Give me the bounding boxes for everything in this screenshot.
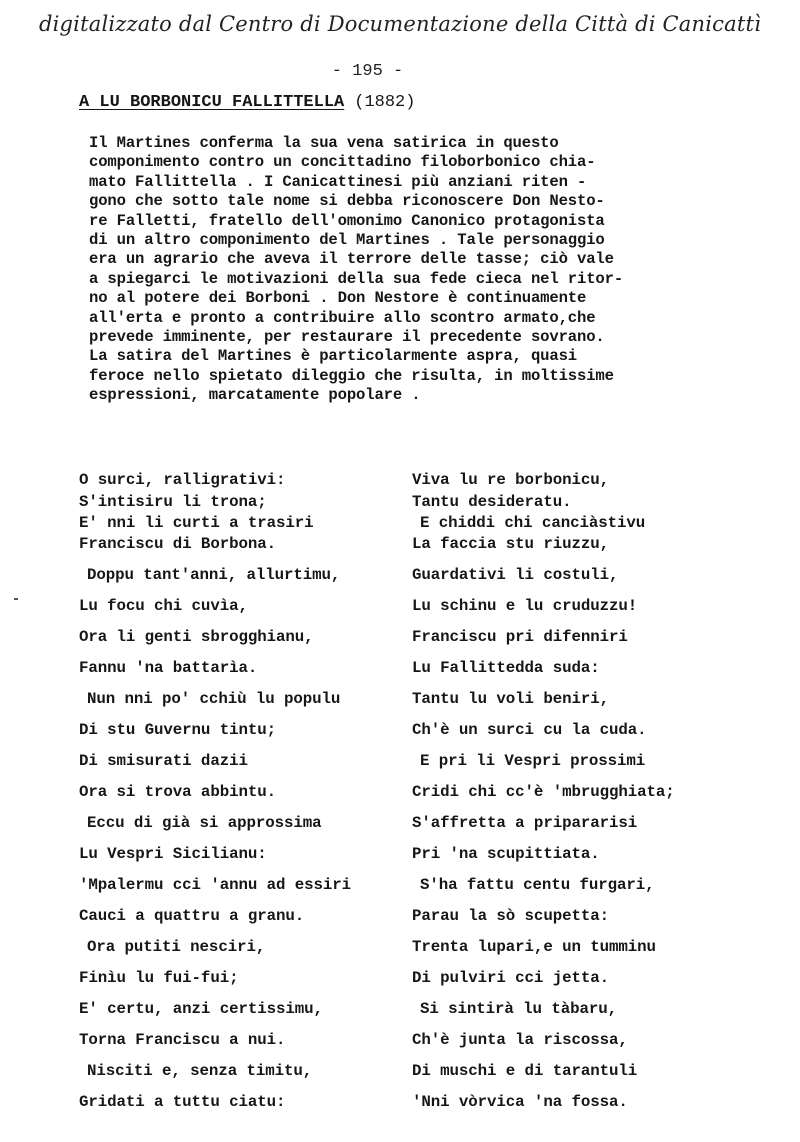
verse-line: S'intisiru li trona; bbox=[79, 493, 267, 511]
intro-line: re Falletti, fratello dell'omonimo Canonico protagonista bbox=[89, 211, 605, 230]
verse-line: Ora putiti nesciri, bbox=[87, 938, 266, 956]
digitization-watermark: digitalizzato dal Centro di Documentazione della Città di Canicattì bbox=[38, 12, 762, 36]
intro-line: era un agrario che aveva il terrore delle tasse; ciò vale bbox=[89, 250, 614, 269]
verse-line: Di stu Guvernu tintu; bbox=[79, 721, 276, 739]
verse-line: E' nni li curti a trasiri bbox=[79, 514, 314, 532]
verse-line: Eccu di già si approssima bbox=[87, 814, 322, 832]
verse-line: Nun nni po' cchiù lu populu bbox=[87, 690, 341, 708]
verses-left-column bbox=[79, 0, 399, 1142]
verse-line: Tantu desideratu. bbox=[412, 493, 572, 511]
verse-line: Fannu 'na battarìa. bbox=[79, 659, 258, 677]
intro-line: espressioni, marcatamente popolare . bbox=[89, 386, 421, 405]
verse-line: S'affretta a pripararisi bbox=[412, 814, 638, 832]
intro-line: a spiegarci le motivazioni della sua fede cieca nel ritor- bbox=[89, 269, 624, 288]
poem-year: (1882) bbox=[354, 93, 416, 112]
verse-line: Gridati a tuttu ciatu: bbox=[79, 1093, 286, 1111]
verse-line: Doppu tant'anni, allurtimu, bbox=[87, 566, 341, 584]
verse-line: Guardativi li costuli, bbox=[412, 566, 619, 584]
page-number: - 195 - bbox=[331, 62, 404, 81]
verse-line: Lu focu chi cuvìa, bbox=[79, 597, 248, 615]
verse-line: Di muschi e di tarantuli bbox=[412, 1062, 638, 1080]
verse-line: S'ha fattu centu furgari, bbox=[420, 876, 655, 894]
verse-line: La faccia stu riuzzu, bbox=[412, 535, 609, 553]
intro-line: La satira del Martines è particolarmente aspra, quasi bbox=[89, 347, 578, 366]
verses-right-column bbox=[412, 0, 772, 1142]
intro-line: Il Martines conferma la sua vena satirica in questo bbox=[89, 134, 559, 152]
verse-line: Ora li genti sbrogghianu, bbox=[79, 628, 314, 646]
verse-line: Trenta lupari,e un tumminu bbox=[412, 938, 656, 956]
verse-line: O surci, ralligrativi: bbox=[79, 471, 286, 489]
verse-line: Si sintirà lu tàbaru, bbox=[420, 1000, 617, 1018]
verse-line: Di pulviri cci jetta. bbox=[412, 969, 609, 987]
verse-line: Torna Franciscu a nui. bbox=[79, 1031, 286, 1049]
verse-line: Tantu lu voli beniri, bbox=[412, 690, 609, 708]
verse-line: Ch'è un surci cu la cuda. bbox=[412, 721, 647, 739]
verse-line: 'Mpalermu cci 'annu ad essiri bbox=[79, 876, 352, 894]
intro-line: di un altro componimento del Martines . Tale personaggio bbox=[89, 230, 605, 249]
verse-line: Di smisurati dazii bbox=[79, 752, 248, 770]
verse-line: E pri li Vespri prossimi bbox=[420, 752, 646, 770]
verse-line: Parau la sò scupetta: bbox=[412, 907, 609, 925]
verse-line: Viva lu re borbonicu, bbox=[412, 471, 609, 489]
verse-line: Nisciti e, senza timitu, bbox=[87, 1062, 313, 1080]
intro-line: componimento contro un concittadino filoborbonico chia- bbox=[89, 153, 596, 172]
verse-line: Lu schinu e lu cruduzzu! bbox=[412, 597, 638, 615]
verse-line: 'Nni vòrvica 'na fossa. bbox=[412, 1093, 628, 1111]
poem-title-text: A LU BORBONICU FALLITTELLA bbox=[79, 93, 345, 112]
verse-line: E chiddi chi canciàstivu bbox=[420, 514, 646, 532]
scan-speck bbox=[14, 598, 18, 600]
verse-line: Finìu lu fui-fui; bbox=[79, 969, 239, 987]
intro-line: gono che sotto tale nome si debba riconoscere Don Nesto- bbox=[89, 192, 605, 211]
verse-line: Ch'è junta la riscossa, bbox=[412, 1031, 628, 1049]
verse-line: Lu Fallittedda suda: bbox=[412, 659, 600, 677]
intro-line: mato Fallittella . I Canicattinesi più anziani riten - bbox=[89, 172, 587, 191]
verse-line: Cauci a quattru a granu. bbox=[79, 907, 305, 925]
verse-line: Ora si trova abbintu. bbox=[79, 783, 276, 801]
verse-line: Cridi chi cc'è 'mbrugghiata; bbox=[412, 783, 675, 801]
verse-line: Pri 'na scupittiata. bbox=[412, 845, 600, 863]
verse-line: Lu Vespri Sicilianu: bbox=[79, 845, 267, 863]
verse-line: E' certu, anzi certissimu, bbox=[79, 1000, 323, 1018]
intro-line: all'erta e pronto a contribuire allo scontro armato,che bbox=[89, 308, 596, 327]
verse-line: Franciscu di Borbona. bbox=[79, 535, 276, 553]
intro-line: prevede imminente, per restaurare il precedente sovrano. bbox=[89, 327, 605, 346]
intro-line: no al potere dei Borboni . Don Nestore è continuamente bbox=[89, 289, 587, 308]
intro-line: feroce nello spietato dileggio che risulta, in moltissime bbox=[89, 366, 614, 385]
verse-line: Franciscu pri difenniri bbox=[412, 628, 628, 646]
